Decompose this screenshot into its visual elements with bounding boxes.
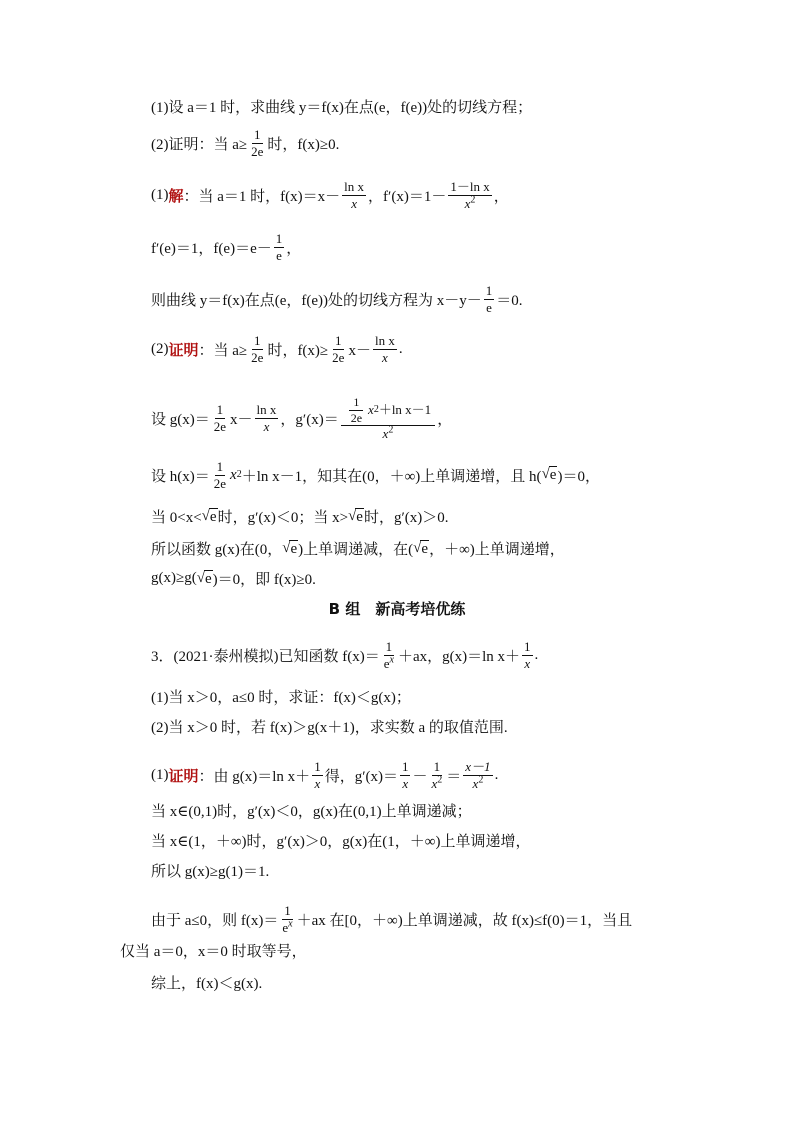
text-f-ex: e [282, 919, 289, 935]
text-f-one: 1 [254, 127, 261, 142]
text-f-one: 1 [349, 396, 363, 411]
text-f-one: 1 [524, 639, 531, 654]
text-sol1-line3-a: 则曲线 y＝f(x)在点(e，f(e))处的切线方程为 x－y－ [151, 292, 482, 309]
fraction-1-over-e [274, 232, 285, 262]
text-f-x: x [382, 349, 388, 365]
text-sol1-line2-b: ， [286, 240, 302, 257]
text-mono-a: 所以函数 g(x)在(0， [151, 542, 283, 558]
text-f-x: x [351, 195, 357, 211]
question-3 [151, 640, 734, 670]
text-sol1-line2-a: f′(e)＝1，f(e)＝e－ [151, 240, 272, 257]
text-supx: x [288, 918, 293, 930]
text-f-one: 1 [433, 759, 441, 774]
solution-1-line-2 [151, 232, 734, 262]
text-q3-a: 3．(2021·泰州模拟)已知函数 f(x)＝ [151, 648, 380, 665]
text-f-x: x [524, 655, 531, 671]
text-sq-e: e [356, 508, 363, 525]
fraction-1-over-2e [330, 334, 346, 364]
text-sq-e: e [549, 467, 557, 484]
sqrt-e: √ e [282, 539, 298, 557]
text-g-def-a: 设 g(x)＝ [151, 411, 210, 428]
text-sup2: 2 [478, 774, 484, 786]
text-sq-e: e [290, 540, 298, 557]
text-sol2-prefix: (2) [151, 340, 169, 357]
text-p3-b: 得，g′(x)＝ [324, 768, 398, 785]
text-sign-a: 当 0<x< [151, 510, 202, 526]
text-supx: x [389, 654, 394, 666]
proof-tag: 证明 [168, 768, 199, 785]
fraction-lnx-over-x [255, 403, 279, 433]
text-sq-e: e [209, 508, 217, 525]
text-sol2-d: . [398, 340, 403, 357]
text-f-one: 1 [385, 639, 393, 654]
text-q-part2-a: (2)证明：当 a≥ [151, 136, 248, 153]
text-sol1-line3-b: ＝0. [496, 292, 523, 309]
fraction-1-over-x [312, 760, 323, 790]
text-sol1-b: ，f′(x)＝1－ [368, 188, 447, 205]
text-p3-d: ＝ [446, 768, 462, 785]
text-f-one: 1 [254, 333, 261, 348]
g-monotonicity [151, 538, 734, 559]
question-part-2 [151, 128, 734, 158]
h-definition: 设 h(x)＝ $\frac{1}{2e}$ x 2 ＋ln x－1，知其在(0，＋∞)上单调递增，且 h( √ e )＝0， [151, 459, 600, 491]
proof-3-line-1 [151, 760, 734, 790]
text-f-2e: 2e [213, 418, 227, 434]
text-f-2e: 2e [332, 349, 345, 365]
proof-3-line-6 [120, 940, 734, 961]
text-concl-b: )＝0，即 f(x)≥0. [212, 572, 316, 588]
sqrt-e: √ e [413, 539, 429, 557]
sqrt-e: √ e [348, 507, 363, 525]
text-p3-e: . [494, 766, 499, 783]
text-f-2e: 2e [251, 349, 264, 365]
text-h-def-a: 设 h(x)＝ [151, 468, 210, 485]
text-g-num-tail: ＋ln x－1 [378, 402, 432, 418]
text-sup2: 2 [470, 194, 476, 206]
sqrt-e: √ e [201, 507, 217, 525]
fraction-1-over-x2 [429, 760, 444, 790]
text-f-x2g: x [472, 775, 479, 791]
text-q3-p2: (2)当 x＞0 时，若 f(x)＞g(x＋1)，求实数 a 的取值范围. [151, 720, 508, 736]
text-p3-c: － [412, 768, 428, 785]
text-f-ex: e [383, 655, 390, 671]
fraction-1-over-2e [212, 460, 228, 490]
proof-3-line-5 [151, 904, 734, 934]
text-f-x2: x [382, 426, 389, 442]
g-definition [151, 396, 734, 441]
fraction-1-over-2e [249, 128, 265, 158]
text-sol1-prefix: (1) [151, 186, 169, 203]
text-p3-l7: 综上，f(x)＜g(x). [151, 976, 263, 992]
text-f-xm1: x－1 [465, 759, 491, 774]
fraction-lnx-over-x [373, 334, 397, 364]
text-f-e: e [276, 247, 282, 263]
fraction-1-over-2e [212, 403, 228, 433]
text-sol1-a: ：当 a＝1 时，f(x)＝x－ [183, 188, 341, 205]
proof-3-line-3 [151, 830, 734, 851]
text-p3-l3: 当 x∈(1，＋∞)时，g′(x)＞0，g(x)在(1，＋∞)上单调递增， [151, 834, 531, 850]
text-f-one: 1 [216, 459, 224, 474]
text-f-one: 1 [401, 759, 409, 774]
text-g-def-d: ， [437, 411, 453, 428]
fraction-1-over-e [484, 284, 495, 314]
question-3-part-2 [151, 716, 734, 737]
text-sol2-a: ：当 a≥ [198, 342, 248, 359]
text-mono-b: )上单调递减，在( [298, 542, 414, 558]
text-f-2e: 2e [251, 143, 264, 159]
text-f-x: x [263, 418, 270, 434]
fraction-1-over-x [400, 760, 411, 790]
text-f-one: 1 [485, 283, 493, 298]
text-g-def-c: ，g′(x)＝ [280, 411, 339, 428]
proof-2-line-1 [151, 334, 734, 364]
text-p3-a: ：由 g(x)＝ln x＋ [198, 768, 311, 785]
text-mono-c: ，＋∞)上单调递增， [429, 542, 565, 558]
text-sup2: 2 [388, 424, 394, 436]
text-sign-c: 时，g′(x)＞0. [363, 510, 449, 526]
text-h-def-b: x [368, 402, 374, 418]
text-f-lnx: ln x [256, 402, 277, 418]
text-sq-e: e [204, 570, 212, 587]
text-f-2e: 2e [350, 410, 363, 425]
fraction-g-prime: $\frac{1}{2e}$ x 2 ＋ln x－1 $x^2$ [341, 396, 435, 441]
text-p3-prefix: (1) [151, 766, 169, 783]
proof-tag: 证明 [168, 342, 199, 359]
text-f-one: 1 [284, 903, 291, 918]
text-sol2-c: x－ [348, 342, 371, 359]
text-f-e: e [486, 299, 492, 315]
text-sup2: 2 [437, 774, 443, 786]
fraction-1-over-2e [249, 334, 265, 364]
text-f-one: 1 [314, 759, 321, 774]
solution-1-line-3 [151, 284, 734, 314]
text-q3-c: . [534, 646, 539, 663]
text-f-1mlnx: 1－ln x [450, 179, 490, 194]
text-q3-b: ＋ax，g(x)＝ln x＋ [397, 648, 521, 665]
text-f-x2: x [464, 195, 471, 211]
text-p3-l4: 所以 g(x)≥g(1)＝1. [151, 864, 270, 880]
text-sq-e: e [421, 540, 429, 557]
sqrt-e: √ e [541, 466, 557, 484]
g-prime-sign [151, 506, 734, 527]
fraction-derivative [448, 180, 491, 210]
text-f-x: x [314, 775, 321, 791]
fraction-xm1-over-x2 [463, 760, 492, 790]
solution-1-line-1 [151, 180, 734, 210]
text-f-x: x [402, 775, 409, 791]
sqrt-e: √ e [196, 569, 212, 587]
fraction-lnx-over-x [342, 180, 366, 210]
proof-3-line-7 [151, 972, 734, 993]
proof-3-line-4 [151, 860, 734, 881]
text-f-2e: 2e [213, 475, 227, 491]
proof-conclusion [151, 568, 734, 589]
text-p3-l5-a: 由于 a≤0，则 f(x)＝ [151, 912, 279, 929]
text-q-part1: (1)设 a＝1 时，求曲线 y＝f(x)在点(e，f(e))处的切线方程； [151, 100, 533, 116]
fraction-1-over-x [522, 640, 533, 670]
proof-3-line-2 [151, 800, 734, 821]
text-concl-a: g(x)≥g( [151, 570, 197, 586]
fraction-1-over-ex [382, 640, 396, 670]
text-p3-l5-b: ＋ax 在[0，＋∞)上单调递减，故 f(x)≤f(0)＝1，当且 [296, 912, 633, 929]
text-f-x2g: x [431, 775, 438, 791]
text-f-one: 1 [216, 402, 224, 418]
text-h-def-c: ＋ln x－1，知其在(0，＋∞)上单调递增，且 h( [241, 468, 542, 485]
text-p3-l6: 仅当 a＝0，x＝0 时取等号， [120, 944, 307, 960]
text-sign-b: 时，g′(x)＜0；当 x> [217, 510, 349, 526]
text-sol1-c: ， [493, 188, 509, 205]
text-f-one: 1 [275, 231, 283, 246]
text-p3-l2: 当 x∈(0,1)时，g′(x)＜0，g(x)在(0,1)上单调递减； [151, 804, 472, 820]
text-sol2-b: 时，f(x)≥ [267, 342, 329, 359]
text-h-def-d: )＝0， [557, 468, 600, 485]
question-part-1 [151, 96, 734, 117]
question-3-part-1 [151, 686, 734, 707]
text-g-def-b: x－ [230, 411, 253, 428]
solution-tag: 解 [168, 188, 184, 205]
text-q3-p1: (1)当 x＞0，a≤0 时，求证：f(x)＜g(x)； [151, 690, 411, 706]
text-f-lnx: ln x [374, 333, 395, 348]
section-title: B 组 新高考培优练 [328, 600, 466, 618]
text-h-def-b: x [230, 466, 237, 483]
text-f-one: 1 [335, 333, 342, 348]
text-f-lnx: ln x [344, 179, 365, 194]
fraction-1-over-ex [280, 904, 294, 934]
text-q-part2-b: 时，f(x)≥0. [267, 136, 340, 153]
